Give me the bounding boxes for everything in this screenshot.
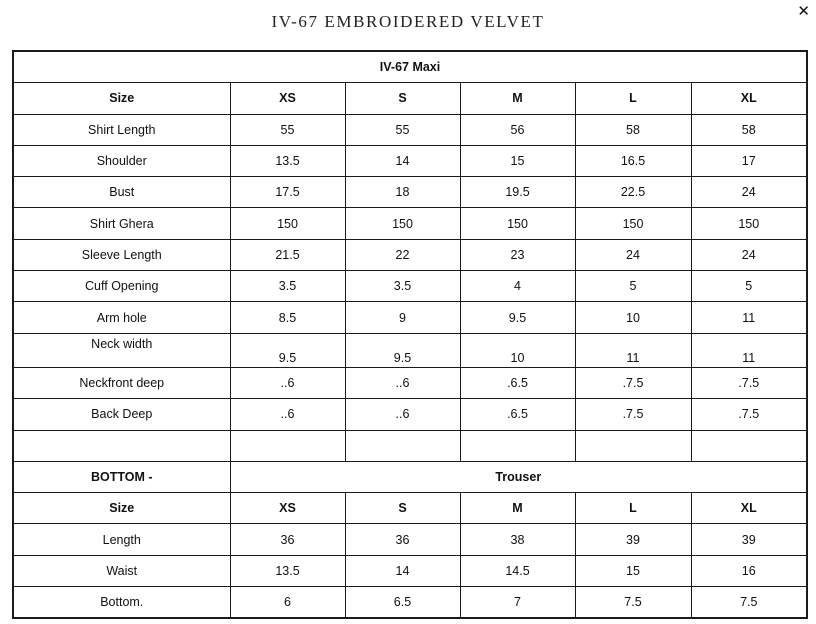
table-cell: 39: [691, 524, 807, 555]
row-label: Cuff Opening: [13, 271, 230, 302]
table-cell: 22: [345, 239, 460, 270]
table-cell: 21.5: [230, 239, 345, 270]
size-header-cell: S: [345, 493, 460, 524]
table-cell: 8.5: [230, 302, 345, 333]
table-cell: 150: [460, 208, 575, 239]
table-row: [13, 114, 807, 145]
size-header-cell: XL: [691, 83, 807, 114]
table-cell: 17.5: [230, 177, 345, 208]
table-cell: 38: [460, 524, 575, 555]
row-label: Bust: [13, 177, 230, 208]
close-icon[interactable]: ✕: [797, 3, 810, 20]
table-cell: 16.5: [575, 145, 691, 176]
row-label: Neck width: [13, 333, 230, 367]
size-header-cell: XS: [230, 83, 345, 114]
size-header-cell: XS: [230, 493, 345, 524]
table-cell: 9.5: [460, 302, 575, 333]
row-label: Shirt Length: [13, 114, 230, 145]
empty-cell: [13, 430, 230, 461]
table-cell: ..6: [230, 367, 345, 398]
row-label: Shirt Ghera: [13, 208, 230, 239]
table-cell: 13.5: [230, 145, 345, 176]
table-cell: 9: [345, 302, 460, 333]
spacer-row: [13, 430, 807, 461]
table-row: [13, 208, 807, 239]
table-row: [13, 399, 807, 430]
table-cell: 11: [691, 333, 807, 367]
table-cell: 150: [575, 208, 691, 239]
table-cell: 24: [575, 239, 691, 270]
table-cell: 55: [345, 114, 460, 145]
table-cell: 15: [460, 145, 575, 176]
table-cell: .7.5: [575, 367, 691, 398]
row-label: Length: [13, 524, 230, 555]
empty-cell: [575, 430, 691, 461]
row-label: Arm hole: [13, 302, 230, 333]
table-cell: 9.5: [230, 333, 345, 367]
table-cell: 23: [460, 239, 575, 270]
size-header-cell: M: [460, 83, 575, 114]
table-row: [13, 524, 807, 555]
top-heading-row: [13, 51, 807, 83]
table-cell: 6: [230, 587, 345, 619]
table-cell: .7.5: [691, 367, 807, 398]
table-cell: 13.5: [230, 555, 345, 586]
table-row: [13, 367, 807, 398]
table-cell: .6.5: [460, 399, 575, 430]
table-cell: 24: [691, 177, 807, 208]
row-label: Bottom.: [13, 587, 230, 619]
table-cell: ..6: [345, 399, 460, 430]
table-row: [13, 239, 807, 270]
table-cell: 150: [345, 208, 460, 239]
table-row: [13, 333, 807, 367]
table-cell: 5: [575, 271, 691, 302]
row-label: Sleeve Length: [13, 239, 230, 270]
size-header-cell: M: [460, 493, 575, 524]
table-cell: 10: [460, 333, 575, 367]
table-cell: 15: [575, 555, 691, 586]
table-cell: 36: [345, 524, 460, 555]
table-cell: 5: [691, 271, 807, 302]
table-cell: 10: [575, 302, 691, 333]
size-header-cell: L: [575, 493, 691, 524]
table-cell: 56: [460, 114, 575, 145]
table-cell: 55: [230, 114, 345, 145]
top-heading: IV-67 Maxi: [13, 51, 807, 83]
table-cell: 6.5: [345, 587, 460, 619]
table-row: [13, 302, 807, 333]
empty-cell: [230, 430, 345, 461]
table-row: [13, 587, 807, 619]
table-cell: 58: [691, 114, 807, 145]
size-header-cell: L: [575, 83, 691, 114]
table-cell: .6.5: [460, 367, 575, 398]
table-cell: 4: [460, 271, 575, 302]
size-header-cell: S: [345, 83, 460, 114]
table-row: [13, 555, 807, 586]
page-title: IV-67 EMBROIDERED VELVET: [271, 12, 545, 31]
table-cell: 150: [230, 208, 345, 239]
size-chart-table: [12, 50, 808, 619]
table-cell: 14: [345, 555, 460, 586]
row-label: Neckfront deep: [13, 367, 230, 398]
table-cell: 24: [691, 239, 807, 270]
bottom-section-label: BOTTOM -: [13, 461, 230, 492]
empty-cell: [460, 430, 575, 461]
table-row: [13, 271, 807, 302]
top-size-header-row: [13, 83, 807, 114]
empty-cell: [345, 430, 460, 461]
size-header-cell: XL: [691, 493, 807, 524]
table-cell: 11: [691, 302, 807, 333]
table-row: [13, 177, 807, 208]
table-cell: 7.5: [575, 587, 691, 619]
table-cell: ..6: [345, 367, 460, 398]
table-cell: 3.5: [230, 271, 345, 302]
table-cell: .7.5: [691, 399, 807, 430]
table-cell: 11: [575, 333, 691, 367]
table-cell: 39: [575, 524, 691, 555]
bottom-heading-row: [13, 461, 807, 492]
size-header-label: Size: [13, 83, 230, 114]
table-cell: 150: [691, 208, 807, 239]
table-cell: 14: [345, 145, 460, 176]
row-label: Shoulder: [13, 145, 230, 176]
table-cell: 17: [691, 145, 807, 176]
size-header-label: Size: [13, 493, 230, 524]
table-cell: 18: [345, 177, 460, 208]
table-cell: .7.5: [575, 399, 691, 430]
table-cell: 7.5: [691, 587, 807, 619]
table-cell: 14.5: [460, 555, 575, 586]
table-cell: 16: [691, 555, 807, 586]
table-cell: 7: [460, 587, 575, 619]
row-label: Waist: [13, 555, 230, 586]
table-cell: ..6: [230, 399, 345, 430]
bottom-size-header-row: [13, 493, 807, 524]
bottom-heading: Trouser: [230, 461, 807, 492]
row-label: Back Deep: [13, 399, 230, 430]
table-cell: 22.5: [575, 177, 691, 208]
table-row: [13, 145, 807, 176]
table-cell: 19.5: [460, 177, 575, 208]
table-cell: 58: [575, 114, 691, 145]
empty-cell: [691, 430, 807, 461]
table-cell: 9.5: [345, 333, 460, 367]
table-cell: 3.5: [345, 271, 460, 302]
table-cell: 36: [230, 524, 345, 555]
